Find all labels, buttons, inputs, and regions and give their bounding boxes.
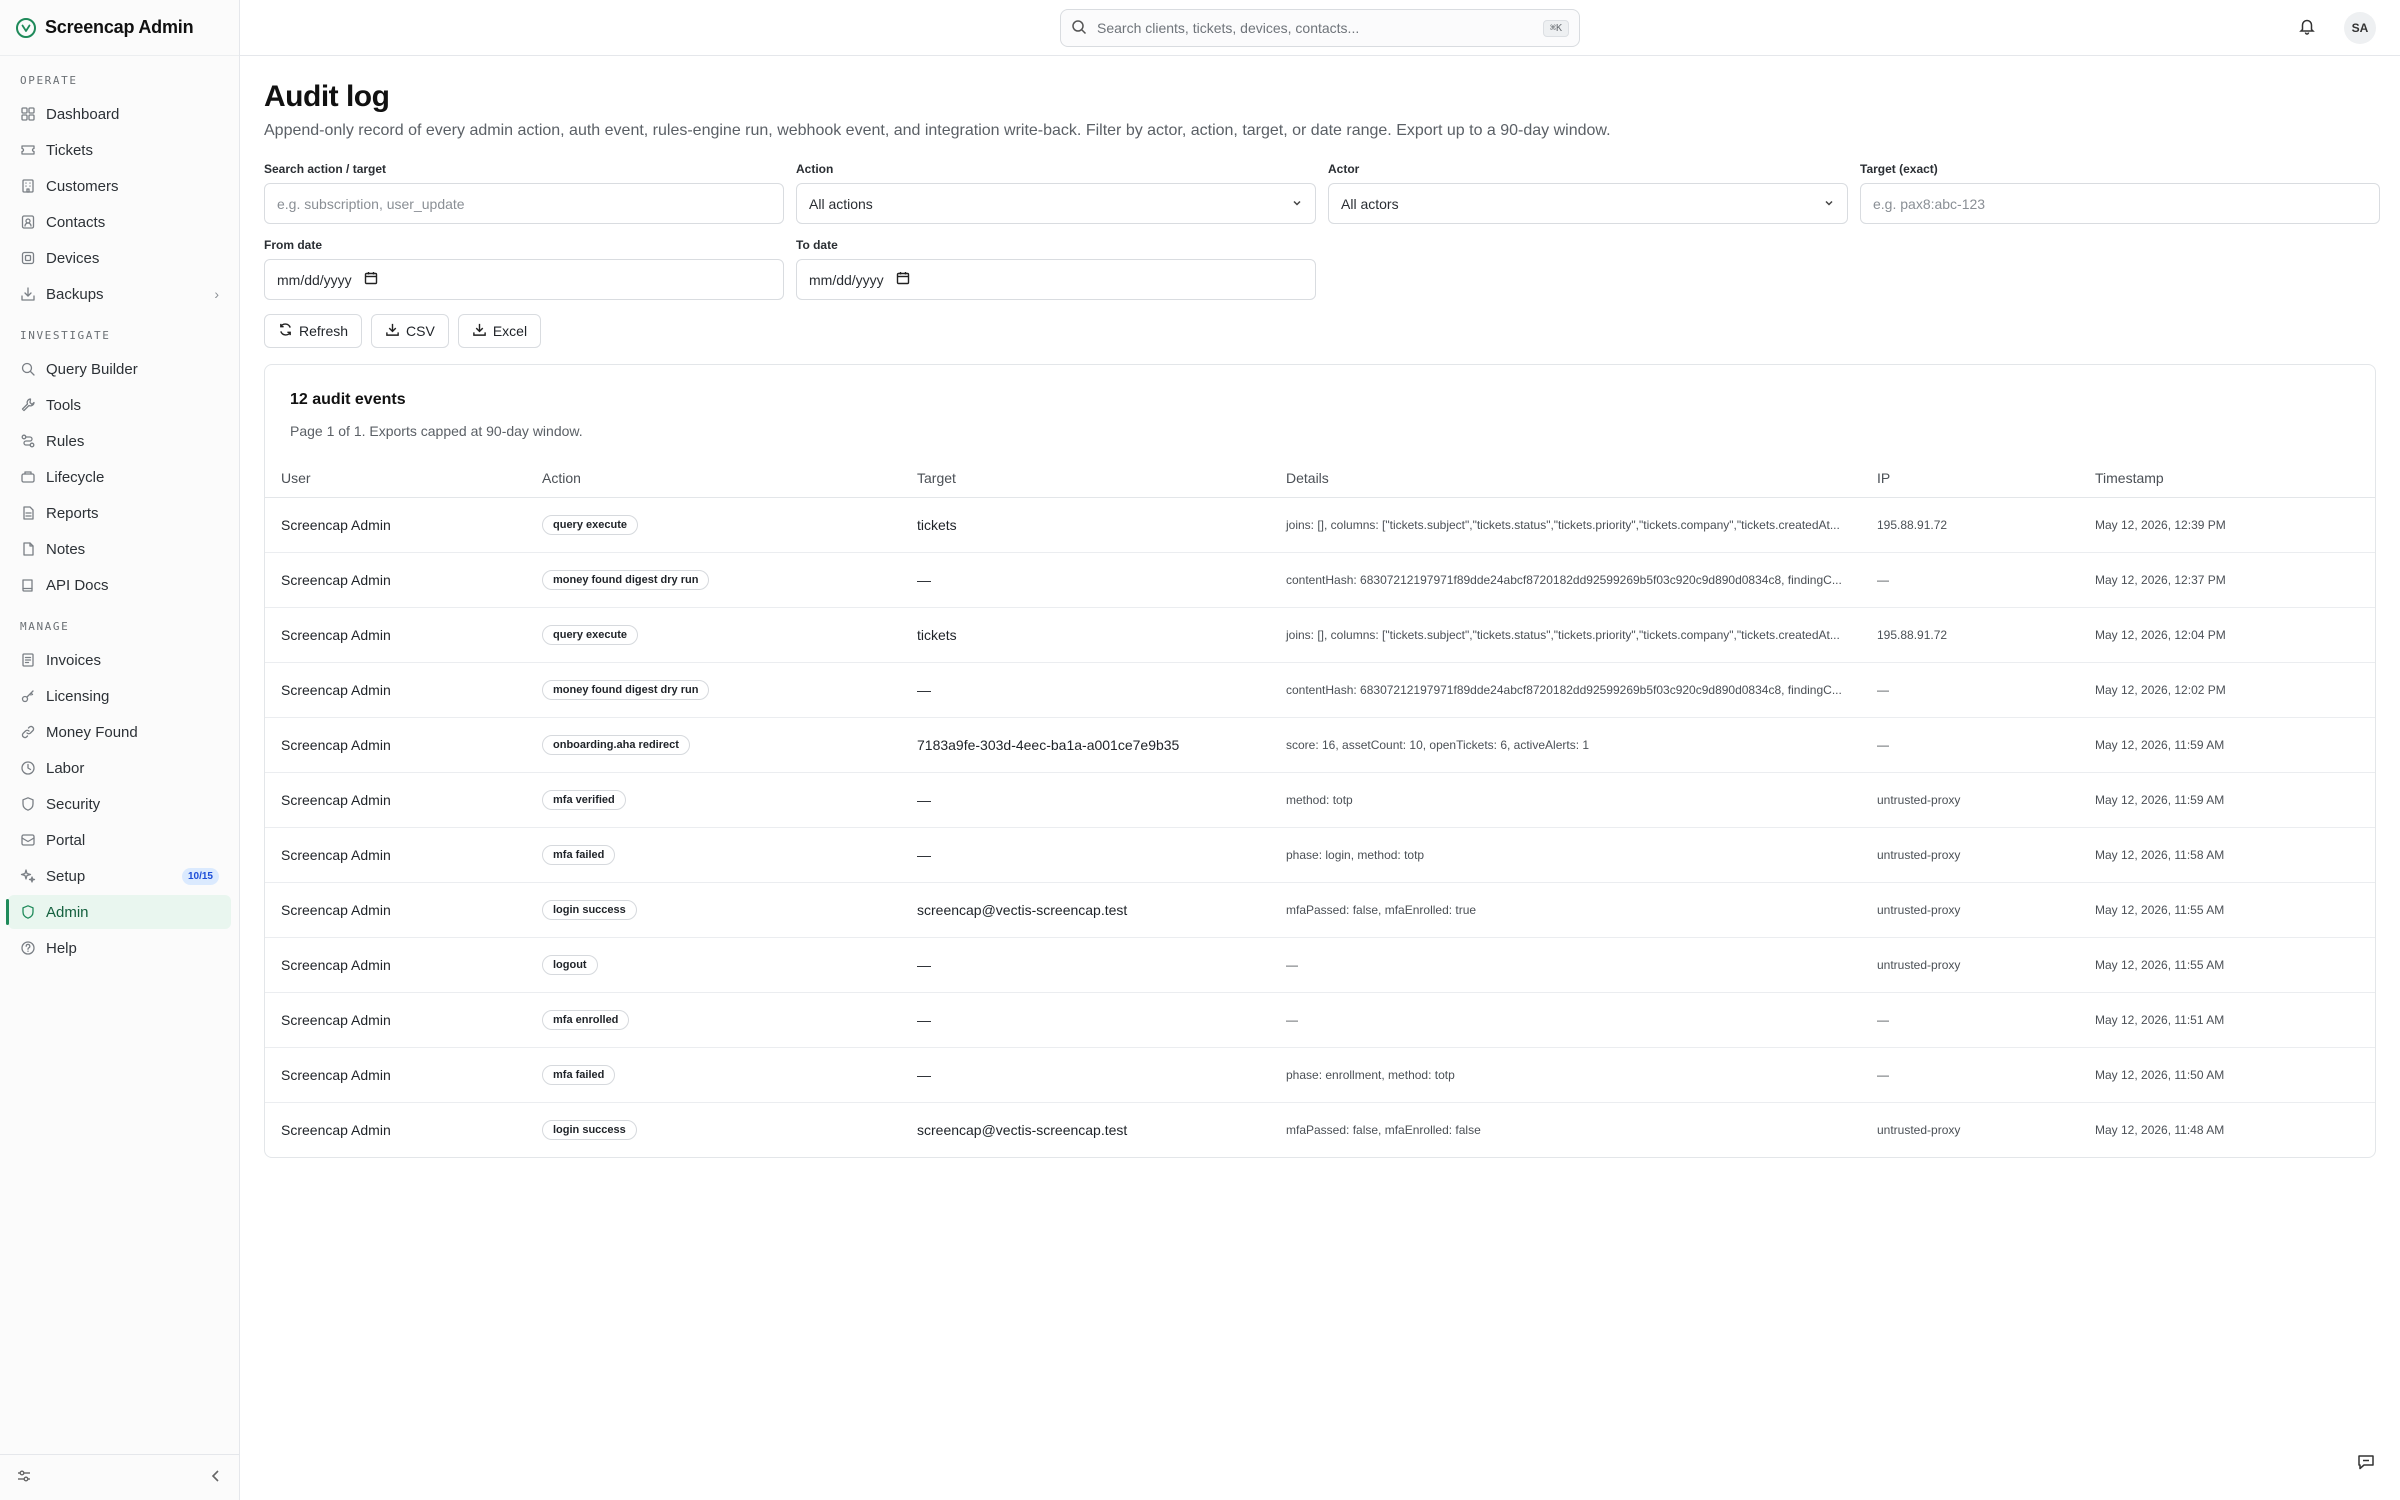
book-icon	[20, 577, 36, 593]
action-badge: onboarding.aha redirect	[542, 735, 690, 755]
cell-user: Screencap Admin	[265, 772, 526, 827]
shield-icon	[20, 904, 36, 920]
sidebar-item-label: Portal	[46, 831, 86, 849]
action-filter-label: Action	[796, 162, 834, 176]
cell-timestamp: May 12, 2026, 11:59 AM	[2079, 772, 2375, 827]
cell-ip: —	[1861, 717, 2079, 772]
global-search[interactable]	[1060, 9, 1580, 47]
sidebar-item-query-builder[interactable]	[8, 352, 231, 386]
card-header	[265, 365, 2375, 459]
search-filter-input[interactable]: e.g. subscription, user_update	[264, 183, 784, 224]
column-header-action: Action	[526, 459, 901, 497]
sidebar-item-contacts[interactable]	[8, 205, 231, 239]
refresh-button[interactable]: Refresh	[264, 314, 362, 348]
cell-target: —	[901, 827, 1270, 882]
audit-count: 12 audit events	[290, 391, 406, 408]
cell-target: —	[901, 552, 1270, 607]
cell-user: Screencap Admin	[265, 937, 526, 992]
search-filter-label: Search action / target	[264, 162, 387, 176]
cell-details: mfaPassed: false, mfaEnrolled: true	[1270, 882, 1861, 937]
cell-timestamp: May 12, 2026, 11:55 AM	[2079, 937, 2375, 992]
sidebar-item-label: Dashboard	[46, 105, 120, 123]
table-body	[265, 497, 2375, 1157]
from-date-label: From date	[264, 238, 323, 252]
sidebar-footer	[0, 1454, 239, 1500]
cell-user: Screencap Admin	[265, 992, 526, 1047]
cell-ip: —	[1861, 992, 2079, 1047]
help-icon	[20, 940, 36, 956]
cell-user: Screencap Admin	[265, 552, 526, 607]
sidebar-item-dashboard[interactable]	[8, 97, 231, 131]
audit-events-card	[264, 364, 2376, 1158]
cell-user: Screencap Admin	[265, 607, 526, 662]
cell-target: —	[901, 772, 1270, 827]
column-header-user: User	[265, 459, 526, 497]
sidebar-item-label: Lifecycle	[46, 468, 105, 486]
cell-ip: —	[1861, 1047, 2079, 1102]
note-icon	[20, 541, 36, 557]
sidebar-item-admin[interactable]	[8, 895, 231, 929]
link-icon	[20, 724, 36, 740]
calendar-icon[interactable]	[364, 271, 378, 288]
from-date-filter	[264, 238, 784, 300]
download-icon	[385, 322, 400, 340]
action-badge: query execute	[542, 515, 638, 535]
clock-icon	[20, 760, 36, 776]
sidebar-item-label: Invoices	[46, 651, 102, 669]
sidebar-nav	[0, 64, 239, 965]
report-icon	[20, 505, 36, 521]
sidebar-item-label: Query Builder	[46, 360, 138, 378]
sidebar-item-label: Devices	[46, 249, 100, 267]
cell-ip: 195.88.91.72	[1861, 607, 2079, 662]
cell-action	[526, 1102, 901, 1157]
brand[interactable]	[0, 0, 239, 56]
cell-action	[526, 662, 901, 717]
sidebar-item-help[interactable]	[8, 931, 231, 965]
table-row[interactable]	[265, 827, 2375, 882]
sidebar-item-label: Help	[46, 939, 77, 957]
action-badge: logout	[542, 955, 598, 975]
cell-user: Screencap Admin	[265, 497, 526, 552]
cell-action	[526, 717, 901, 772]
action-badge: query execute	[542, 625, 638, 645]
nav-section-label: MANAGE	[20, 620, 70, 633]
cell-details: joins: [], columns: ["tickets.subject","tickets.status","tickets.priority","tickets.company","tickets.createdAt...	[1270, 497, 1861, 552]
sidebar-item-security[interactable]	[8, 787, 231, 821]
sidebar-item-reports[interactable]	[8, 496, 231, 530]
cell-user: Screencap Admin	[265, 827, 526, 882]
sidebar-item-api-docs[interactable]	[8, 568, 231, 602]
sidebar-item-label: Setup	[46, 867, 86, 885]
cell-details: —	[1270, 937, 1861, 992]
vectis-logo-icon	[16, 18, 36, 38]
cell-details: score: 16, assetCount: 10, openTickets: 6, activeAlerts: 1	[1270, 717, 1861, 772]
route-icon	[20, 433, 36, 449]
action-badge: mfa failed	[542, 1065, 615, 1085]
table-row[interactable]	[265, 992, 2375, 1047]
column-header-details: Details	[1270, 459, 1861, 497]
setup-progress-badge: 10/15	[182, 868, 219, 885]
nav-section-manage	[0, 610, 239, 965]
chevron-down-icon	[1291, 196, 1303, 212]
actor-filter-label: Actor	[1328, 162, 1360, 176]
cell-action	[526, 827, 901, 882]
cell-action	[526, 937, 901, 992]
sparkle-icon	[20, 868, 36, 884]
cell-timestamp: May 12, 2026, 11:48 AM	[2095, 1122, 2225, 1137]
sidebar-item-tickets[interactable]	[8, 133, 231, 167]
cell-target: 7183a9fe-303d-4eec-ba1a-a001ce7e9b35	[901, 717, 1270, 772]
cell-timestamp: May 12, 2026, 11:50 AM	[2079, 1047, 2375, 1102]
sidebar-item-label: Admin	[46, 903, 89, 921]
csv-export-button[interactable]: CSV	[371, 314, 449, 348]
cell-target: screencap@vectis-screencap.test	[917, 1121, 1128, 1138]
cell-target: tickets	[901, 607, 1270, 662]
filters	[264, 162, 2380, 300]
backup-icon	[20, 286, 36, 302]
search-icon	[1071, 19, 1087, 38]
nav-section-label: OPERATE	[20, 74, 78, 87]
excel-export-button[interactable]: Excel	[458, 314, 541, 348]
sidebar-item-label: Labor	[46, 759, 85, 777]
sidebar-item-money-found[interactable]	[8, 715, 231, 749]
sidebar-item-tools[interactable]	[8, 388, 231, 422]
audit-table	[265, 459, 2375, 1157]
sidebar-item-licensing[interactable]	[8, 679, 231, 713]
download-icon	[472, 322, 487, 340]
column-header-target: Target	[901, 459, 1270, 497]
target-filter-label: Target (exact)	[1860, 162, 1938, 176]
table-row[interactable]	[265, 772, 2375, 827]
cell-target: —	[901, 1047, 1270, 1102]
global-search-input[interactable]	[1097, 20, 1533, 36]
cell-details: contentHash: 68307212197971f89dde24abcf8720182dd92599269b5f03c920c9d890d0834c8, findingC...	[1270, 552, 1861, 607]
nav-section-investigate	[0, 319, 239, 602]
cell-action	[526, 1047, 901, 1102]
sidebar-item-label: Reports	[46, 504, 99, 522]
cell-details: contentHash: 68307212197971f89dde24abcf8720182dd92599269b5f03c920c9d890d0834c8, findingC...	[1270, 662, 1861, 717]
cell-ip: 195.88.91.72	[1861, 497, 2079, 552]
table-row[interactable]	[265, 1047, 2375, 1102]
calendar-icon[interactable]	[896, 271, 910, 288]
refresh-icon	[278, 322, 293, 340]
sidebar-item-label: Customers	[46, 177, 119, 195]
to-date-input[interactable]: mm/dd/yyyy	[796, 259, 1316, 300]
cell-target: screencap@vectis-screencap.test	[901, 882, 1270, 937]
cell-ip: untrusted-proxy	[1861, 827, 2079, 882]
cell-action	[526, 497, 901, 552]
cell-ip: untrusted-proxy	[1861, 772, 2079, 827]
settings-sliders-icon[interactable]	[16, 1468, 32, 1487]
action-badge: mfa failed	[542, 845, 615, 865]
sidebar-item-devices[interactable]	[8, 241, 231, 275]
action-select[interactable]: All actions	[796, 183, 1316, 224]
to-date-label: To date	[796, 238, 838, 252]
chevron-down-icon	[1823, 196, 1835, 212]
action-badge: mfa enrolled	[542, 1010, 629, 1030]
cell-ip: untrusted-proxy	[1861, 937, 2079, 992]
actions-bar	[264, 314, 2380, 348]
sidebar	[0, 0, 240, 1500]
collapse-sidebar-icon[interactable]	[209, 1469, 223, 1486]
actor-filter	[1328, 162, 1848, 224]
dashboard-icon	[20, 106, 36, 122]
pagination-summary: Page 1 of 1. Exports capped at 90-day window.	[290, 423, 583, 439]
table-header	[265, 459, 2375, 497]
brand-name: Screencap Admin	[45, 17, 194, 37]
sidebar-item-setup[interactable]	[8, 859, 231, 893]
avatar[interactable]: SA	[2344, 12, 2376, 44]
cell-ip: untrusted-proxy	[1861, 882, 2079, 937]
table-row[interactable]	[265, 607, 2375, 662]
table-row[interactable]	[265, 662, 2375, 717]
wrench-icon	[20, 397, 36, 413]
cell-timestamp: May 12, 2026, 11:55 AM	[2079, 882, 2375, 937]
search-shortcut: ⌘K	[1543, 20, 1569, 37]
cell-details: joins: [], columns: ["tickets.subject","tickets.status","tickets.priority","tickets.company","tickets.createdAt...	[1270, 607, 1861, 662]
sidebar-item-label: Licensing	[46, 687, 110, 705]
cell-target: —	[901, 937, 1270, 992]
cell-user: Screencap Admin	[265, 662, 526, 717]
sidebar-item-customers[interactable]	[8, 169, 231, 203]
cell-user: Screencap Admin	[265, 1047, 526, 1102]
device-icon	[20, 250, 36, 266]
sidebar-item-label: Tickets	[46, 141, 93, 159]
main-area	[240, 0, 2400, 1500]
cell-action	[526, 882, 901, 937]
cell-timestamp: May 12, 2026, 12:04 PM	[2079, 607, 2375, 662]
audit-log-page	[240, 56, 2400, 1158]
bell-icon[interactable]	[2298, 17, 2320, 39]
shield-icon	[20, 796, 36, 812]
sidebar-item-label: Tools	[46, 396, 82, 414]
sidebar-item-label: API Docs	[46, 576, 109, 594]
cell-timestamp: May 12, 2026, 12:02 PM	[2079, 662, 2375, 717]
sidebar-item-label: Rules	[46, 432, 85, 450]
sidebar-item-invoices[interactable]	[8, 643, 231, 677]
ticket-icon	[20, 142, 36, 158]
cell-details: —	[1270, 992, 1861, 1047]
target-filter-input[interactable]: e.g. pax8:abc-123	[1860, 183, 2380, 224]
cell-details: phase: enrollment, method: totp	[1270, 1047, 1861, 1102]
cell-ip: untrusted-proxy	[1877, 1122, 1961, 1137]
cell-user: Screencap Admin	[265, 882, 526, 937]
sidebar-item-notes[interactable]	[8, 532, 231, 566]
table-row[interactable]	[265, 717, 2375, 772]
sidebar-item-label: Money Found	[46, 723, 138, 741]
table-row[interactable]	[265, 882, 2375, 937]
invoice-icon	[20, 652, 36, 668]
from-date-input[interactable]: mm/dd/yyyy	[264, 259, 784, 300]
target-filter	[1860, 162, 2380, 224]
table-row[interactable]	[265, 937, 2375, 992]
cell-details: mfaPassed: false, mfaEnrolled: false	[1286, 1122, 1481, 1137]
page-title: Audit log	[264, 80, 390, 113]
topbar	[240, 0, 2400, 56]
cell-action	[526, 607, 901, 662]
cell-timestamp: May 12, 2026, 11:59 AM	[2079, 717, 2375, 772]
cycle-icon	[20, 469, 36, 485]
action-badge: mfa verified	[542, 790, 626, 810]
contact-icon	[20, 214, 36, 230]
search-filter	[264, 162, 784, 224]
cell-details: phase: login, method: totp	[1270, 827, 1861, 882]
cell-action	[526, 772, 901, 827]
sidebar-item-portal[interactable]	[8, 823, 231, 857]
nav-section-operate	[0, 64, 239, 311]
sidebar-item-backups[interactable]	[8, 277, 231, 311]
cell-timestamp: May 12, 2026, 12:37 PM	[2079, 552, 2375, 607]
action-badge: money found digest dry run	[542, 680, 709, 700]
cell-target: tickets	[901, 497, 1270, 552]
cell-timestamp: May 12, 2026, 12:39 PM	[2079, 497, 2375, 552]
column-header-timestamp: Timestamp	[2079, 459, 2375, 497]
building-icon	[20, 178, 36, 194]
search-icon	[20, 361, 36, 377]
cell-details: method: totp	[1270, 772, 1861, 827]
cell-target: —	[901, 662, 1270, 717]
chat-feedback-icon[interactable]	[2356, 1452, 2382, 1478]
table-row[interactable]	[265, 497, 2375, 552]
cell-action	[526, 992, 901, 1047]
table-row[interactable]	[265, 552, 2375, 607]
cell-target: —	[901, 992, 1270, 1047]
cell-ip: —	[1861, 662, 2079, 717]
key-icon	[20, 688, 36, 704]
sidebar-item-label: Security	[46, 795, 101, 813]
page-description: Append-only record of every admin action, auth event, rules-engine run, webhook event, and integration write-back. Filter by actor, action, target, or date range. Export up to a 90-day window.	[264, 122, 1611, 139]
nav-section-label: INVESTIGATE	[20, 329, 111, 342]
cell-user: Screencap Admin	[281, 1121, 391, 1138]
cell-timestamp: May 12, 2026, 11:51 AM	[2079, 992, 2375, 1047]
sidebar-item-label: Notes	[46, 540, 86, 558]
actor-select[interactable]: All actors	[1328, 183, 1848, 224]
sidebar-item-lifecycle[interactable]	[8, 460, 231, 494]
sidebar-item-labor[interactable]	[8, 751, 231, 785]
cell-action	[526, 552, 901, 607]
cell-ip: —	[1861, 552, 2079, 607]
cell-timestamp: May 12, 2026, 11:58 AM	[2079, 827, 2375, 882]
action-badge: login success	[542, 900, 637, 920]
action-badge: money found digest dry run	[542, 570, 709, 590]
sidebar-item-label: Backups	[46, 285, 104, 303]
chevron-right-icon: ›	[214, 286, 219, 302]
portal-icon	[20, 832, 36, 848]
action-filter	[796, 162, 1316, 224]
cell-user: Screencap Admin	[265, 717, 526, 772]
to-date-filter	[796, 238, 1316, 300]
sidebar-item-rules[interactable]	[8, 424, 231, 458]
action-badge: login success	[542, 1120, 637, 1140]
table-row[interactable]	[265, 1102, 2375, 1157]
sidebar-item-label: Contacts	[46, 213, 106, 231]
column-header-ip: IP	[1861, 459, 2079, 497]
